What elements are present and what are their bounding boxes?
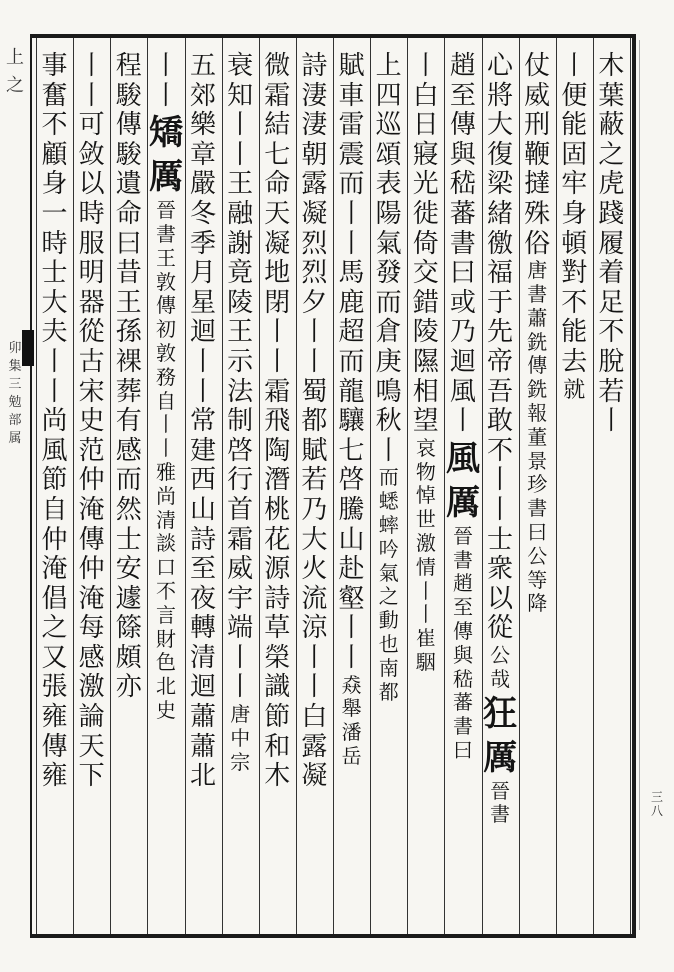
body-text: 事奮不顧身一時士大夫丨丨尚風節自仲淹倡之又張雍傳雍 bbox=[41, 51, 68, 792]
body-text: 丨便能固牢身頓對不能去 bbox=[561, 51, 588, 377]
body-text: 丨 bbox=[598, 406, 625, 437]
gutter-top-text: 上之 bbox=[6, 47, 24, 96]
annotation-text: 唐中宗 bbox=[230, 702, 251, 774]
heading-term: 矯厲 bbox=[148, 113, 183, 198]
body-text: 衰知丨丨王融謝竟陵王示法制啓行首霜威宇端丨丨 bbox=[227, 51, 254, 703]
annotation-text: 猋舉潘岳 bbox=[341, 672, 362, 768]
body-text: 丨丨 bbox=[152, 51, 179, 111]
page-number: 三八 bbox=[650, 790, 663, 818]
frame-left-border bbox=[30, 34, 32, 938]
annotation-text: 晉書王敦傳初敦務自丨丨雅尚清談口不言財色北史 bbox=[155, 198, 176, 722]
gutter-section-title: 卯集 三 勉 部 属 bbox=[8, 341, 22, 446]
body-text: 五 bbox=[190, 51, 217, 81]
body-text: 丨丨可敛以時服明器從古宋史范仲淹傳仲淹每感激論天下 bbox=[78, 51, 105, 792]
left-gutter bbox=[4, 40, 26, 930]
body-text: 郊樂章嚴冬季月星迴丨丨常建西山詩至夜轉清迴蕭蕭北 bbox=[190, 80, 217, 792]
body-text: 趙至傳與嵇蕃書曰或乃迴風丨 bbox=[449, 51, 476, 437]
annotation-text: 公哉 bbox=[490, 643, 511, 691]
annotation-text: 唐書蕭銑傳銑報董景珍書曰公等降 bbox=[527, 258, 548, 616]
annotation-text: 哀物悼世激情丨丨 bbox=[415, 435, 436, 627]
column-rule bbox=[630, 38, 631, 934]
annotation-text: 而蟋蟀吟氣之動也南都 bbox=[378, 465, 399, 704]
body-text: 仗威刑鞭撻殊俗 bbox=[524, 51, 551, 259]
body-text: 詩淒淒朝露凝烈烈夕丨丨蜀都賦若乃大火流涼丨丨白露凝 bbox=[301, 51, 328, 792]
heading-term: 風厲 bbox=[445, 438, 480, 523]
body-text: 程駿傳駿遺命曰昔王孫裸葬有感而然士安遽篨頗亦 bbox=[115, 51, 142, 703]
gutter-line bbox=[639, 40, 640, 930]
annotation-text: 崔駰 bbox=[415, 626, 436, 674]
frame-right-border bbox=[632, 34, 636, 938]
body-text: 心將大復梁緒徼福于先帝吾敢不丨丨士衆以從 bbox=[487, 51, 514, 644]
body-text: 木葉蔽之虎踐履着足不脫若 bbox=[598, 51, 625, 407]
annotation-text: 晉書 bbox=[490, 778, 511, 827]
heading-term: 狂厲 bbox=[483, 693, 518, 778]
body-text: 就 bbox=[563, 377, 586, 403]
annotation-text: 晉書趙至傳與嵇蕃書曰 bbox=[452, 523, 473, 762]
body-text: 上四巡頌表陽氣發而倉庚鳴秋丨 bbox=[375, 51, 402, 466]
frame-bottom-border bbox=[30, 934, 636, 938]
body-text: 丨白日寢光徙倚交錯陵隰相望 bbox=[412, 51, 439, 437]
body-text: 微霜結七命天凝地閉丨丨霜飛陶潛桃花源詩草榮識節和木 bbox=[264, 51, 291, 792]
body-text: 賦車雷震而丨丨馬鹿超而龍驤七啓騰山赴壑丨丨 bbox=[338, 51, 365, 673]
